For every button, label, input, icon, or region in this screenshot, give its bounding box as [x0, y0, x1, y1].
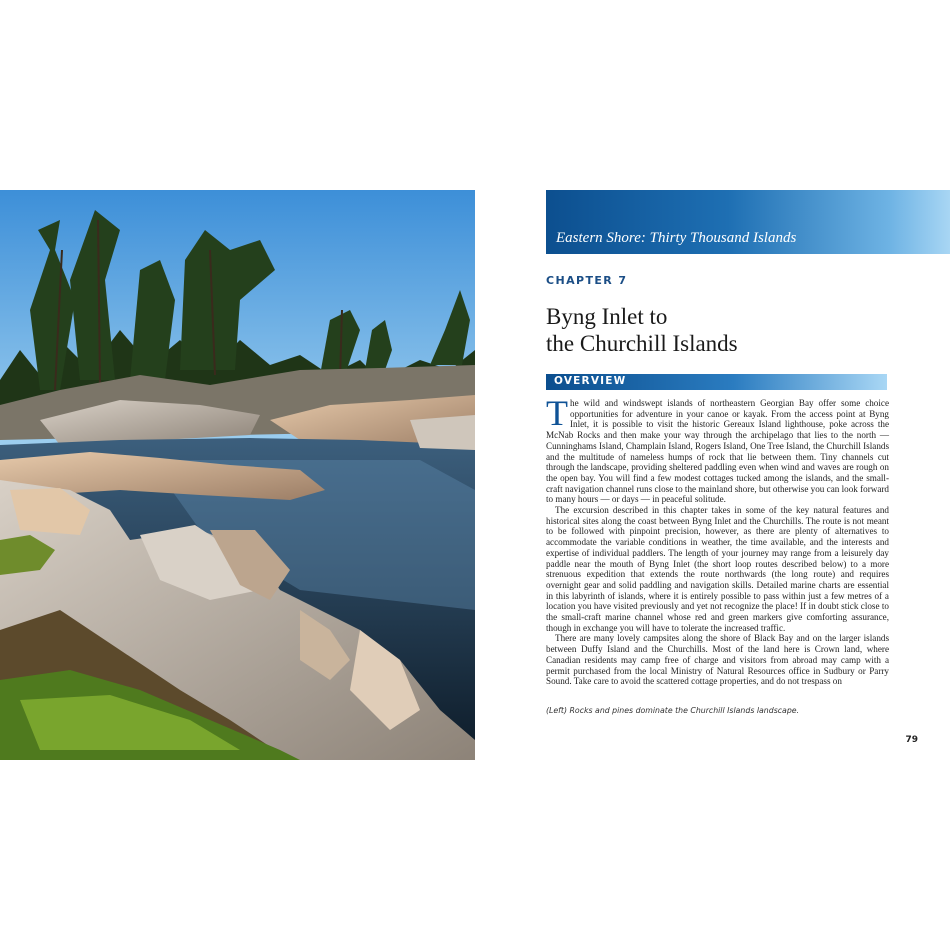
- landscape-photo-icon: [0, 190, 475, 760]
- chapter-title-line2: the Churchill Islands: [546, 331, 738, 356]
- chapter-title-line1: Byng Inlet to: [546, 304, 668, 329]
- paragraph-3: There are many lovely campsites along the shore of Black Bay and on the larger islands between Duffy Island and the Churchills. Most of the land here is Crown land, where Canadian residents may camp free of charge and visitors from abroad may camp with a permit purchased from the local Ministry of Natural Resources office in Sudbury or Parry Sound. Take care to avoid the scattered cottage properties, and do not trespass on: [546, 633, 889, 687]
- chapter-label: CHAPTER 7: [546, 274, 628, 287]
- chapter-title: [546, 303, 906, 357]
- landscape-photo: [0, 190, 475, 760]
- section-title: Eastern Shore: Thirty Thousand Islands: [556, 230, 797, 246]
- photo-caption: (Left) Rocks and pines dominate the Churchill Islands landscape.: [546, 706, 800, 715]
- drop-cap: T: [546, 393, 568, 433]
- body-text: [546, 393, 889, 687]
- paragraph-1: [546, 393, 889, 505]
- overview-label: OVERVIEW: [554, 375, 627, 387]
- section-banner: [546, 190, 950, 254]
- book-spread: [0, 190, 950, 760]
- page-number: 79: [905, 735, 918, 745]
- paragraph-2: The excursion described in this chapter takes in some of the key natural features and historical sites along the coast between Byng Inlet and the Churchills. The route is not meant to be followed with pinpoint precision, however, as there are plenty of alternatives to accommodate the variable conditions in weather, the time available, and the interests and expertise of individual paddlers. The length of your journey may range from a leisurely day paddle near the mouth of Byng Inlet (the short loop routes described below) to a more strenuous expedition that extends the route northwards (the long route) and requires overnight gear and solid paddling and navigation skills. Detailed marine charts are essential in this labyrinth of islands, where it is entirely possible to pass within just a few metres of a location you have visited previously and yet not recognize the place! If in doubt stick close to the small-craft marine channel whose red and green markers give comforting assurance, though in exchange you will have to tolerate the increased traffic.: [546, 505, 889, 633]
- paragraph-1-text: he wild and windswept islands of northeastern Georgian Bay offer some choice opportunities for adventure in your canoe or kayak. From the access point at Byng Inlet, it is possible to visit the historic Gereaux Island lighthouse, poke across the McNab Rocks and then make your way through the archipelago that lies to the north — Cunninghams Island, Champlain Island, Rogers Island, One Tree Island, the Churchill Islands and the multitude of nameless humps of rock that lie between them. Tiny channels cut through the landscape, providing sheltered paddling even when wind and waves are rough on the open bay. You will find a few modest cottages tucked among the islands, and the small-craft navigation channel runs close to the mainland shore, but otherwise you can look forward to many hours — or days — in peaceful solitude.: [546, 398, 889, 505]
- text-page: [475, 190, 950, 760]
- overview-bar: [546, 374, 887, 390]
